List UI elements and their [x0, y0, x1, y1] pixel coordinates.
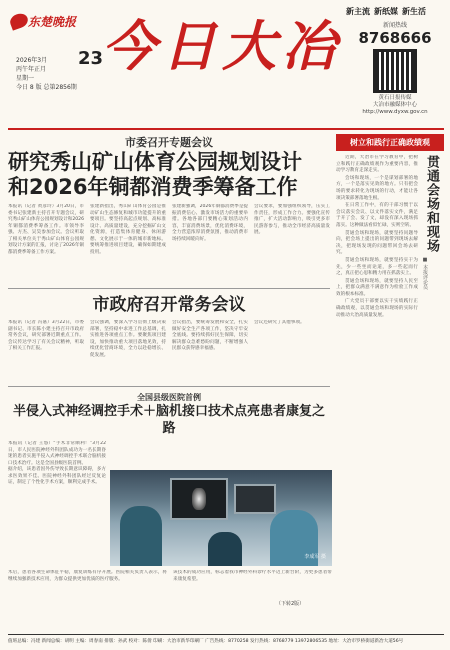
body-column: 会议还研究了其他事项。	[254, 320, 305, 325]
commentary-paragraph: 在日常工作中，有的干部习惯于以会议落实会议、以文件落实文件，满足于开了会、发了文，却没有深入现场抓落实。这种做法看似忙碌，实则空转。	[336, 203, 418, 228]
headline-line: 和2026年铜都消费季筹备工作	[8, 175, 298, 199]
body-column: 术后，患者各项生命体征平稳，康复训练有序开展。医院相关负责人表示，将继续加强新技术应用，为群众提供更加优质的医疗服务。	[8, 570, 167, 582]
story-body	[8, 204, 330, 286]
body-paragraph: 据介绍，该患者因外伤导致长期意识障碍，多方求医效果不佳。医院神经外科团队经过反复论证，制定了个性化手术方案，顺利完成手术。	[8, 467, 106, 485]
commentary-paragraph: 贯通会场和现场，就要坚持问题导向，把会场上提出的问题带到现场去解决，把现场发现的问题带回会场去研究。	[336, 230, 418, 256]
body-column: 本报讯（记者 冯嘉）3月22日，市委副书记、市长陈小建主持召开市政府常务会议，研究部署近期重点工作。会议传达学习了有关会议精神，听取了相关工作汇报。	[8, 320, 84, 351]
monitor-image	[170, 478, 228, 520]
story-body-continued	[8, 570, 332, 600]
commentary-title[interactable]: 贯通会场和现场	[424, 155, 439, 253]
body-column	[8, 441, 106, 583]
commentary-column	[336, 134, 444, 606]
qr-caption-line: 黄石日报传媒	[378, 95, 412, 101]
surgery-photo[interactable]	[110, 470, 332, 566]
commentary-paragraph: 近期，大冶市在学习教育中，把树立和践行正确政绩观作为重要内容，推动学习教育走深走实。	[336, 155, 418, 174]
story-headline[interactable]	[8, 150, 330, 200]
weekday-line: 星期一	[16, 75, 35, 82]
masthead-divider	[8, 128, 444, 130]
body-column: 张建新强调，2026年铜都消费季是提振消费信心、激发市场活力的重要举措。各地各部门要精心策划活动内容，丰富消费场景，优化消费环境，全力营造浓厚消费氛围，推动消费市场持续回暖向好。	[172, 204, 248, 242]
continued-note[interactable]: （下转2版）	[276, 601, 305, 607]
qr-code-icon[interactable]	[373, 49, 417, 93]
body-column: 会议强调，要深入学习贯彻上级决策部署，坚持稳中求进工作总基调，扎实推进各项重点工作。要聚焦项目建设，加快推动重大项目落地见效，持续优化营商环境，全力以赴稳增长、促发展。	[90, 320, 166, 358]
commentary-paragraph: 会场和现场，一个是谋划部署的地方，一个是落实见效的地方。只有把会场的要求转化为现场的行动，才能让各项决策部署落地生根。	[336, 175, 418, 201]
body-column: 本报讯（记者 黄彦玲）3月20日，市委书记张建新主持召开专题会议，研究秀山矿山体育公园规划设计和2026年铜都消费季筹备工作。市领导李强、方杰、吴昊参加会议。会议听取了相关单位关于秀山矿山体育公园规划设计方案的汇报，讨论了2026年铜都消费季筹备工作方案。	[8, 204, 84, 255]
story-headline[interactable]: 市政府召开常务会议	[92, 295, 246, 315]
story-divider	[8, 288, 330, 289]
body-column: 会议要求，要加强组织领导，压实工作责任，形成工作合力。要强化宣传推广，扩大活动影响力，吸引更多市民游客参与，推动全市经济高质量发展。	[254, 204, 330, 235]
story-divider	[8, 386, 330, 387]
slogan-item: 新主流	[346, 7, 370, 16]
body-paragraph: 本报讯（记者 王悠）“手术非常顺利！”3月22日，市人民医院神经外科团队成功为一名长期昏迷的患者实施半侵入式神经调控手术联合脑机接口技术治疗。这是全国县级医院首例。	[8, 441, 106, 466]
story-lead	[8, 134, 330, 286]
commentary-title-block	[418, 155, 444, 609]
hotline-number: 8768666	[358, 29, 432, 47]
day-number: 23	[78, 48, 104, 69]
slogan-item: 新生活	[402, 7, 426, 16]
commentary-paragraph: 贯通会场和现场，就要坚持实干为先，少一些坐而论道，多一些起而行之，真正把心思和精力用在抓落实上。	[336, 257, 418, 277]
commentary-byline: ■ 本报评论员	[422, 257, 428, 290]
qr-caption-line: 大冶市融媒体中心	[372, 102, 417, 108]
masthead	[0, 0, 450, 128]
qr-caption	[346, 95, 444, 116]
story-kicker: 市委召开专题会议	[125, 136, 213, 149]
column-banner: 树立和践行正确政绩观	[336, 134, 444, 151]
commentary-paragraph: 广大党员干部要以实干实绩践行正确政绩观，以贯通会场和现场的实际行动推动大冶高质量发展。	[336, 299, 418, 318]
headline-line: 研究秀山矿山体育公园规划设计	[8, 150, 302, 174]
photo-credit: 李成军 摄	[304, 554, 326, 560]
story-headline[interactable]: 半侵入式神经调控手术＋脑机接口技术点亮患者康复之路	[12, 404, 325, 436]
surgeon-figure	[208, 532, 242, 566]
surgeon-figure	[120, 506, 162, 566]
story-body	[8, 441, 106, 583]
bird-logo-icon	[8, 11, 30, 30]
qr-caption-url: http://www.dyxw.gov.cn	[362, 109, 428, 115]
story-body	[8, 320, 330, 382]
commentary-text	[336, 155, 418, 609]
slogan-links	[346, 6, 444, 17]
monitor-image	[234, 484, 276, 514]
story-council	[8, 294, 330, 382]
footer-credits: 值班总编：冯建 新闻总编：胡明 主编：周春南 排版：孙武 校对：陈倩 印刷：大冶市新华印刷厂 广告热线：8770258 发行热线：8768779 13972806535 地址：大冶市罗桥街道新冶大道56号	[8, 634, 444, 644]
newspaper-title: 今日大冶	[102, 14, 342, 78]
slogan-item: 新纸媒	[374, 7, 398, 16]
body-column: 会议指出，要统筹发展和安全，扎实做好安全生产各项工作，坚决守牢安全底线。要持续抓好民生保障，切实解决群众急难愁盼问题，不断增强人民群众获得感幸福感。	[172, 320, 248, 351]
brand-logo	[8, 6, 77, 46]
date-line: 2026年3月	[16, 57, 48, 64]
body-column: 张建新指出，秀山矿山体育公园是推动矿山生态修复和城市功能提升的重要项目。要坚持高起点规划、高标准设计、高质量建设，充分挖掘矿山文化资源，打造集体育健身、休闲游憩、文化展示于一体的城市新地标。要统筹推进项目建设，确保如期建成投用。	[90, 204, 166, 255]
story-kicker: 全国县级医院首例	[137, 393, 201, 402]
brand-name: 东楚晚报	[28, 15, 77, 29]
commentary-body	[336, 155, 444, 609]
lunar-date-line: 丙午年正月	[16, 66, 47, 73]
edition-line: 今日 8 版 总第2856期	[16, 84, 77, 91]
hotline-label: 新闻热线	[382, 22, 407, 29]
commentary-paragraph: 贯通会场和现场，就要坚持人民至上，把群众满意不满意作为检验工作成效的根本标准。	[336, 278, 418, 297]
body-column: 该技术的成功应用，标志着我市神经外科诊疗水平迈上新台阶，为更多患者带来康复希望。	[173, 570, 332, 582]
masthead-contact	[346, 6, 444, 116]
